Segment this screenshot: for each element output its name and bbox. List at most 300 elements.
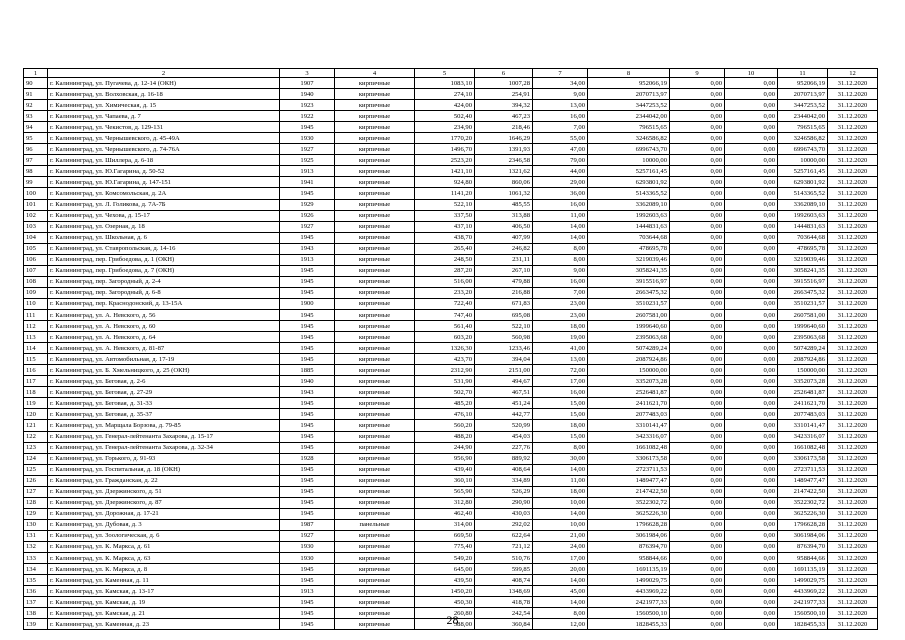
cell-wall-material: кирпичные bbox=[335, 564, 415, 575]
cell-living-area: 522,10 bbox=[475, 321, 533, 332]
cell-address: г. Калининград, ул. Б. Хмельницкого, д. 25 (ОКН) bbox=[48, 365, 280, 376]
cell-total-area: 423,70 bbox=[415, 354, 475, 365]
cell-row-number: 90 bbox=[24, 78, 48, 89]
cell-address: г. Калининград, ул. Ставропольская, д. 14-16 bbox=[48, 243, 280, 254]
cell-residents: 19,00 bbox=[533, 332, 588, 343]
cell-year-built: 1945 bbox=[280, 188, 335, 199]
cell-total-area: 312,80 bbox=[415, 497, 475, 508]
cell-living-area: 451,24 bbox=[475, 398, 533, 409]
cell-cost-owners: 3061984,06 bbox=[778, 530, 828, 541]
cell-residents: 16,00 bbox=[533, 387, 588, 398]
cell-cost-fund: 0,00 bbox=[670, 564, 725, 575]
cell-wall-material: кирпичные bbox=[335, 497, 415, 508]
cell-residents: 14,00 bbox=[533, 597, 588, 608]
cell-residents: 14,00 bbox=[533, 575, 588, 586]
cell-wall-material: кирпичные bbox=[335, 122, 415, 133]
table-row bbox=[24, 530, 878, 541]
cell-cost-fund: 0,00 bbox=[670, 243, 725, 254]
cell-total-area: 1141,20 bbox=[415, 188, 475, 199]
cell-completion-date: 31.12.2020 bbox=[828, 166, 878, 177]
cell-cost-other: 0,00 bbox=[725, 464, 778, 475]
table-row bbox=[24, 78, 878, 89]
cell-wall-material: кирпичные bbox=[335, 221, 415, 232]
cell-residents: 44,00 bbox=[533, 166, 588, 177]
cell-completion-date: 31.12.2020 bbox=[828, 442, 878, 453]
cell-residents: 18,00 bbox=[533, 486, 588, 497]
cell-cost-fund: 0,00 bbox=[670, 343, 725, 354]
table-row bbox=[24, 365, 878, 376]
cell-completion-date: 31.12.2020 bbox=[828, 321, 878, 332]
cell-cost-other: 0,00 bbox=[725, 199, 778, 210]
cell-living-area: 242,54 bbox=[475, 608, 533, 619]
cell-row-number: 99 bbox=[24, 177, 48, 188]
cell-residents: 15,00 bbox=[533, 431, 588, 442]
header-row bbox=[24, 69, 878, 78]
cell-year-built: 1927 bbox=[280, 221, 335, 232]
cell-row-number: 126 bbox=[24, 475, 48, 486]
cell-wall-material: кирпичные bbox=[335, 475, 415, 486]
cell-address: г. Калининград, ул. А. Невского, д. 56 bbox=[48, 309, 280, 320]
cell-cost-owners: 2395063,68 bbox=[778, 332, 828, 343]
cell-row-number: 137 bbox=[24, 597, 48, 608]
cell-cost-total: 1828455,33 bbox=[588, 619, 670, 630]
cell-year-built: 1945 bbox=[280, 398, 335, 409]
cell-cost-other: 0,00 bbox=[725, 597, 778, 608]
cell-row-number: 97 bbox=[24, 155, 48, 166]
cell-row-number: 121 bbox=[24, 420, 48, 431]
cell-cost-fund: 0,00 bbox=[670, 133, 725, 144]
cell-cost-other: 0,00 bbox=[725, 332, 778, 343]
cell-year-built: 1941 bbox=[280, 177, 335, 188]
cell-address: г. Калининград, ул. Беговая, д. 2-6 bbox=[48, 376, 280, 387]
cell-cost-total: 2411621,70 bbox=[588, 398, 670, 409]
cell-total-area: 560,20 bbox=[415, 420, 475, 431]
cell-wall-material: кирпичные bbox=[335, 111, 415, 122]
cell-cost-owners: 5143365,52 bbox=[778, 188, 828, 199]
table-row bbox=[24, 354, 878, 365]
cell-address: г. Калининград, ул. Пугачева, д. 12-14 (ОКН) bbox=[48, 78, 280, 89]
cell-completion-date: 31.12.2020 bbox=[828, 575, 878, 586]
cell-residents: 24,00 bbox=[533, 541, 588, 552]
cell-wall-material: кирпичные bbox=[335, 464, 415, 475]
cell-total-area: 1770,20 bbox=[415, 133, 475, 144]
cell-cost-other: 0,00 bbox=[725, 188, 778, 199]
column-header-10: 10 bbox=[725, 69, 778, 78]
cell-total-area: 424,00 bbox=[415, 100, 475, 111]
cell-wall-material: кирпичные bbox=[335, 155, 415, 166]
cell-address: г. Калининград, пер. Грибоедова, д. 1 (ОКН) bbox=[48, 254, 280, 265]
cell-address: г. Калининград, ул. Школьная, д. 6 bbox=[48, 232, 280, 243]
cell-cost-other: 0,00 bbox=[725, 398, 778, 409]
cell-cost-total: 3352073,28 bbox=[588, 376, 670, 387]
cell-cost-other: 0,00 bbox=[725, 431, 778, 442]
cell-completion-date: 31.12.2020 bbox=[828, 530, 878, 541]
register-table bbox=[23, 68, 878, 630]
cell-residents: 18,00 bbox=[533, 420, 588, 431]
cell-cost-other: 0,00 bbox=[725, 442, 778, 453]
table-row bbox=[24, 409, 878, 420]
cell-row-number: 129 bbox=[24, 508, 48, 519]
cell-cost-other: 0,00 bbox=[725, 575, 778, 586]
cell-address: г. Калининград, ул. Чернышевского, д. 74-76А bbox=[48, 144, 280, 155]
cell-living-area: 406,50 bbox=[475, 221, 533, 232]
cell-year-built: 1945 bbox=[280, 265, 335, 276]
cell-cost-other: 0,00 bbox=[725, 298, 778, 309]
table-row bbox=[24, 155, 878, 166]
cell-residents: 17,00 bbox=[533, 553, 588, 564]
cell-cost-fund: 0,00 bbox=[670, 298, 725, 309]
cell-cost-total: 3915516,97 bbox=[588, 276, 670, 287]
cell-completion-date: 31.12.2020 bbox=[828, 265, 878, 276]
cell-address: г. Калининград, ул. Ю.Гагарина, д. 147-151 bbox=[48, 177, 280, 188]
cell-row-number: 115 bbox=[24, 354, 48, 365]
cell-year-built: 1945 bbox=[280, 309, 335, 320]
cell-address: г. Калининград, ул. Шиллера, д. 6-18 bbox=[48, 155, 280, 166]
cell-cost-owners: 478695,78 bbox=[778, 243, 828, 254]
cell-cost-owners: 3522302,72 bbox=[778, 497, 828, 508]
cell-wall-material: кирпичные bbox=[335, 188, 415, 199]
cell-cost-other: 0,00 bbox=[725, 155, 778, 166]
column-header-9: 9 bbox=[670, 69, 725, 78]
cell-row-number: 138 bbox=[24, 608, 48, 619]
cell-cost-total: 703644,68 bbox=[588, 232, 670, 243]
cell-living-area: 560,98 bbox=[475, 332, 533, 343]
cell-total-area: 502,40 bbox=[415, 111, 475, 122]
cell-living-area: 1061,32 bbox=[475, 188, 533, 199]
cell-cost-fund: 0,00 bbox=[670, 597, 725, 608]
cell-row-number: 95 bbox=[24, 133, 48, 144]
cell-wall-material: кирпичные bbox=[335, 265, 415, 276]
page-number: 28 bbox=[446, 613, 459, 627]
cell-address: г. Калининград, ул. К. Маркса, д. 61 bbox=[48, 541, 280, 552]
cell-address: г. Калининград, ул. Чекистов, д. 129-131 bbox=[48, 122, 280, 133]
cell-total-area: 924,80 bbox=[415, 177, 475, 188]
cell-completion-date: 31.12.2020 bbox=[828, 398, 878, 409]
cell-row-number: 130 bbox=[24, 519, 48, 530]
cell-living-area: 254,91 bbox=[475, 89, 533, 100]
cell-cost-owners: 2344042,00 bbox=[778, 111, 828, 122]
cell-cost-other: 0,00 bbox=[725, 564, 778, 575]
cell-completion-date: 31.12.2020 bbox=[828, 133, 878, 144]
cell-cost-fund: 0,00 bbox=[670, 475, 725, 486]
cell-residents: 55,00 bbox=[533, 133, 588, 144]
cell-cost-owners: 1828455,33 bbox=[778, 619, 828, 630]
cell-total-area: 438,70 bbox=[415, 232, 475, 243]
cell-total-area: 549,20 bbox=[415, 553, 475, 564]
cell-living-area: 671,83 bbox=[475, 298, 533, 309]
table-row bbox=[24, 254, 878, 265]
table-row bbox=[24, 321, 878, 332]
cell-cost-other: 0,00 bbox=[725, 144, 778, 155]
cell-cost-other: 0,00 bbox=[725, 221, 778, 232]
cell-cost-owners: 3306173,58 bbox=[778, 453, 828, 464]
cell-wall-material: кирпичные bbox=[335, 608, 415, 619]
cell-year-built: 1945 bbox=[280, 122, 335, 133]
cell-year-built: 1913 bbox=[280, 254, 335, 265]
cell-total-area: 265,40 bbox=[415, 243, 475, 254]
cell-total-area: 437,10 bbox=[415, 221, 475, 232]
cell-year-built: 1907 bbox=[280, 78, 335, 89]
cell-row-number: 103 bbox=[24, 221, 48, 232]
cell-living-area: 334,89 bbox=[475, 475, 533, 486]
cell-completion-date: 31.12.2020 bbox=[828, 376, 878, 387]
cell-row-number: 116 bbox=[24, 365, 48, 376]
cell-cost-fund: 0,00 bbox=[670, 586, 725, 597]
cell-living-area: 479,88 bbox=[475, 276, 533, 287]
cell-wall-material: кирпичные bbox=[335, 541, 415, 552]
cell-residents: 72,00 bbox=[533, 365, 588, 376]
cell-residents: 11,00 bbox=[533, 475, 588, 486]
cell-cost-total: 958844,66 bbox=[588, 553, 670, 564]
cell-year-built: 1929 bbox=[280, 199, 335, 210]
cell-total-area: 337,50 bbox=[415, 210, 475, 221]
cell-row-number: 132 bbox=[24, 541, 48, 552]
cell-wall-material: кирпичные bbox=[335, 420, 415, 431]
cell-cost-owners: 3310141,47 bbox=[778, 420, 828, 431]
cell-residents: 14,00 bbox=[533, 232, 588, 243]
cell-cost-fund: 0,00 bbox=[670, 89, 725, 100]
cell-year-built: 1923 bbox=[280, 100, 335, 111]
cell-cost-owners: 10000,00 bbox=[778, 155, 828, 166]
cell-living-area: 1233,46 bbox=[475, 343, 533, 354]
table-row bbox=[24, 541, 878, 552]
cell-completion-date: 31.12.2020 bbox=[828, 210, 878, 221]
cell-residents: 9,00 bbox=[533, 89, 588, 100]
cell-cost-fund: 0,00 bbox=[670, 254, 725, 265]
cell-address: г. Калининград, ул. Комсомольская, д. 2А bbox=[48, 188, 280, 199]
cell-wall-material: кирпичные bbox=[335, 321, 415, 332]
cell-living-area: 218,46 bbox=[475, 122, 533, 133]
cell-cost-fund: 0,00 bbox=[670, 608, 725, 619]
cell-cost-other: 0,00 bbox=[725, 177, 778, 188]
cell-cost-total: 5143365,52 bbox=[588, 188, 670, 199]
cell-cost-fund: 0,00 bbox=[670, 575, 725, 586]
cell-row-number: 92 bbox=[24, 100, 48, 111]
cell-cost-fund: 0,00 bbox=[670, 541, 725, 552]
cell-cost-owners: 2723711,53 bbox=[778, 464, 828, 475]
cell-wall-material: кирпичные bbox=[335, 365, 415, 376]
table-row bbox=[24, 199, 878, 210]
cell-address: г. Калининград, ул. К. Маркса, д. 63 bbox=[48, 553, 280, 564]
cell-cost-fund: 0,00 bbox=[670, 508, 725, 519]
cell-cost-fund: 0,00 bbox=[670, 111, 725, 122]
cell-completion-date: 31.12.2020 bbox=[828, 188, 878, 199]
cell-year-built: 1945 bbox=[280, 597, 335, 608]
column-header-5: 5 bbox=[415, 69, 475, 78]
cell-cost-total: 3447253,52 bbox=[588, 100, 670, 111]
cell-cost-owners: 703644,68 bbox=[778, 232, 828, 243]
cell-year-built: 1945 bbox=[280, 464, 335, 475]
cell-living-area: 292,02 bbox=[475, 519, 533, 530]
cell-cost-owners: 3058241,35 bbox=[778, 265, 828, 276]
cell-cost-total: 3522302,72 bbox=[588, 497, 670, 508]
cell-living-area: 442,77 bbox=[475, 409, 533, 420]
cell-residents: 13,00 bbox=[533, 100, 588, 111]
cell-wall-material: кирпичные bbox=[335, 100, 415, 111]
cell-completion-date: 31.12.2020 bbox=[828, 343, 878, 354]
cell-cost-fund: 0,00 bbox=[670, 78, 725, 89]
cell-living-area: 860,06 bbox=[475, 177, 533, 188]
cell-cost-other: 0,00 bbox=[725, 486, 778, 497]
cell-address: г. Калининград, ул. Автомобильная, д. 17-19 bbox=[48, 354, 280, 365]
cell-row-number: 124 bbox=[24, 453, 48, 464]
cell-address: г. Калининград, ул. А. Невского, д. 64 bbox=[48, 332, 280, 343]
table-row bbox=[24, 243, 878, 254]
cell-year-built: 1945 bbox=[280, 486, 335, 497]
cell-cost-owners: 1661082,48 bbox=[778, 442, 828, 453]
table-row bbox=[24, 519, 878, 530]
cell-total-area: 502,70 bbox=[415, 387, 475, 398]
cell-cost-other: 0,00 bbox=[725, 111, 778, 122]
cell-cost-fund: 0,00 bbox=[670, 122, 725, 133]
cell-cost-owners: 5074289,24 bbox=[778, 343, 828, 354]
cell-row-number: 109 bbox=[24, 287, 48, 298]
cell-cost-owners: 2070713,97 bbox=[778, 89, 828, 100]
cell-completion-date: 31.12.2020 bbox=[828, 177, 878, 188]
cell-cost-owners: 1796628,28 bbox=[778, 519, 828, 530]
cell-cost-total: 952066,19 bbox=[588, 78, 670, 89]
table-row bbox=[24, 431, 878, 442]
cell-row-number: 127 bbox=[24, 486, 48, 497]
cell-cost-fund: 0,00 bbox=[670, 553, 725, 564]
cell-row-number: 114 bbox=[24, 343, 48, 354]
cell-cost-owners: 1691135,19 bbox=[778, 564, 828, 575]
cell-address: г. Калининград, ул. Дзержинского, д. 87 bbox=[48, 497, 280, 508]
cell-cost-fund: 0,00 bbox=[670, 100, 725, 111]
cell-living-area: 510,76 bbox=[475, 553, 533, 564]
table-row bbox=[24, 232, 878, 243]
cell-total-area: 360,10 bbox=[415, 475, 475, 486]
cell-wall-material: кирпичные bbox=[335, 210, 415, 221]
cell-residents: 8,00 bbox=[533, 608, 588, 619]
column-header-3: 3 bbox=[280, 69, 335, 78]
cell-living-area: 394,04 bbox=[475, 354, 533, 365]
table-row bbox=[24, 111, 878, 122]
cell-row-number: 111 bbox=[24, 309, 48, 320]
cell-address: г. Калининград, ул. Камская, д. 19 bbox=[48, 597, 280, 608]
table-row bbox=[24, 575, 878, 586]
cell-wall-material: кирпичные bbox=[335, 232, 415, 243]
cell-year-built: 1928 bbox=[280, 453, 335, 464]
cell-row-number: 133 bbox=[24, 553, 48, 564]
cell-address: г. Калининград, ул. А. Невского, д. 81-87 bbox=[48, 343, 280, 354]
cell-living-area: 889,92 bbox=[475, 453, 533, 464]
table-row bbox=[24, 89, 878, 100]
cell-row-number: 105 bbox=[24, 243, 48, 254]
cell-cost-total: 876394,70 bbox=[588, 541, 670, 552]
cell-cost-total: 1691135,19 bbox=[588, 564, 670, 575]
cell-total-area: 488,20 bbox=[415, 431, 475, 442]
cell-cost-owners: 2147422,50 bbox=[778, 486, 828, 497]
cell-completion-date: 31.12.2020 bbox=[828, 365, 878, 376]
cell-year-built: 1945 bbox=[280, 564, 335, 575]
cell-address: г. Калининград, ул. Дорожная, д. 17-21 bbox=[48, 508, 280, 519]
cell-address: г. Калининград, пер. Грибоедова, д. 7 (ОКН) bbox=[48, 265, 280, 276]
table-row bbox=[24, 464, 878, 475]
cell-total-area: 1496,70 bbox=[415, 144, 475, 155]
cell-cost-fund: 0,00 bbox=[670, 265, 725, 276]
cell-cost-other: 0,00 bbox=[725, 365, 778, 376]
column-header-2: 2 bbox=[48, 69, 280, 78]
cell-wall-material: кирпичные bbox=[335, 508, 415, 519]
cell-year-built: 1925 bbox=[280, 155, 335, 166]
column-header-7: 7 bbox=[533, 69, 588, 78]
cell-residents: 36,00 bbox=[533, 188, 588, 199]
cell-cost-total: 478695,78 bbox=[588, 243, 670, 254]
cell-year-built: 1945 bbox=[280, 497, 335, 508]
cell-completion-date: 31.12.2020 bbox=[828, 608, 878, 619]
table-row bbox=[24, 376, 878, 387]
table-row bbox=[24, 420, 878, 431]
cell-cost-owners: 3362089,10 bbox=[778, 199, 828, 210]
cell-residents: 11,00 bbox=[533, 210, 588, 221]
cell-cost-total: 4433969,22 bbox=[588, 586, 670, 597]
cell-completion-date: 31.12.2020 bbox=[828, 431, 878, 442]
cell-total-area: 1083,10 bbox=[415, 78, 475, 89]
cell-cost-owners: 1499029,75 bbox=[778, 575, 828, 586]
cell-completion-date: 31.12.2020 bbox=[828, 508, 878, 519]
cell-cost-fund: 0,00 bbox=[670, 232, 725, 243]
cell-year-built: 1945 bbox=[280, 442, 335, 453]
cell-cost-total: 3061984,06 bbox=[588, 530, 670, 541]
cell-total-area: 722,40 bbox=[415, 298, 475, 309]
cell-year-built: 1913 bbox=[280, 586, 335, 597]
cell-living-area: 599,85 bbox=[475, 564, 533, 575]
cell-cost-other: 0,00 bbox=[725, 254, 778, 265]
cell-cost-other: 0,00 bbox=[725, 210, 778, 221]
cell-completion-date: 31.12.2020 bbox=[828, 409, 878, 420]
cell-year-built: 1945 bbox=[280, 232, 335, 243]
cell-cost-total: 1661082,48 bbox=[588, 442, 670, 453]
cell-total-area: 669,50 bbox=[415, 530, 475, 541]
cell-completion-date: 31.12.2020 bbox=[828, 553, 878, 564]
cell-wall-material: кирпичные bbox=[335, 387, 415, 398]
cell-cost-owners: 1999640,60 bbox=[778, 321, 828, 332]
cell-cost-total: 3058241,35 bbox=[588, 265, 670, 276]
cell-year-built: 1945 bbox=[280, 420, 335, 431]
cell-cost-owners: 3915516,97 bbox=[778, 276, 828, 287]
cell-completion-date: 31.12.2020 bbox=[828, 597, 878, 608]
cell-total-area: 645,00 bbox=[415, 564, 475, 575]
cell-total-area: 234,90 bbox=[415, 122, 475, 133]
cell-cost-owners: 2421977,33 bbox=[778, 597, 828, 608]
cell-cost-total: 2607581,00 bbox=[588, 309, 670, 320]
cell-wall-material: кирпичные bbox=[335, 431, 415, 442]
cell-year-built: 1945 bbox=[280, 431, 335, 442]
cell-row-number: 119 bbox=[24, 398, 48, 409]
cell-year-built: 1945 bbox=[280, 321, 335, 332]
cell-cost-fund: 0,00 bbox=[670, 287, 725, 298]
cell-address: г. Калининград, ул. Беговая, д. 27-29 bbox=[48, 387, 280, 398]
cell-cost-total: 6293801,92 bbox=[588, 177, 670, 188]
cell-residents: 16,00 bbox=[533, 276, 588, 287]
cell-residents: 14,00 bbox=[533, 221, 588, 232]
cell-year-built: 1945 bbox=[280, 332, 335, 343]
cell-cost-owners: 2663475,32 bbox=[778, 287, 828, 298]
cell-row-number: 128 bbox=[24, 497, 48, 508]
cell-residents: 9,00 bbox=[533, 265, 588, 276]
cell-row-number: 94 bbox=[24, 122, 48, 133]
table-row bbox=[24, 387, 878, 398]
cell-row-number: 123 bbox=[24, 442, 48, 453]
cell-cost-total: 796515,65 bbox=[588, 122, 670, 133]
cell-wall-material: кирпичные bbox=[335, 575, 415, 586]
cell-cost-other: 0,00 bbox=[725, 276, 778, 287]
cell-cost-total: 5074289,24 bbox=[588, 343, 670, 354]
cell-year-built: 1945 bbox=[280, 343, 335, 354]
cell-cost-fund: 0,00 bbox=[670, 420, 725, 431]
cell-cost-fund: 0,00 bbox=[670, 221, 725, 232]
